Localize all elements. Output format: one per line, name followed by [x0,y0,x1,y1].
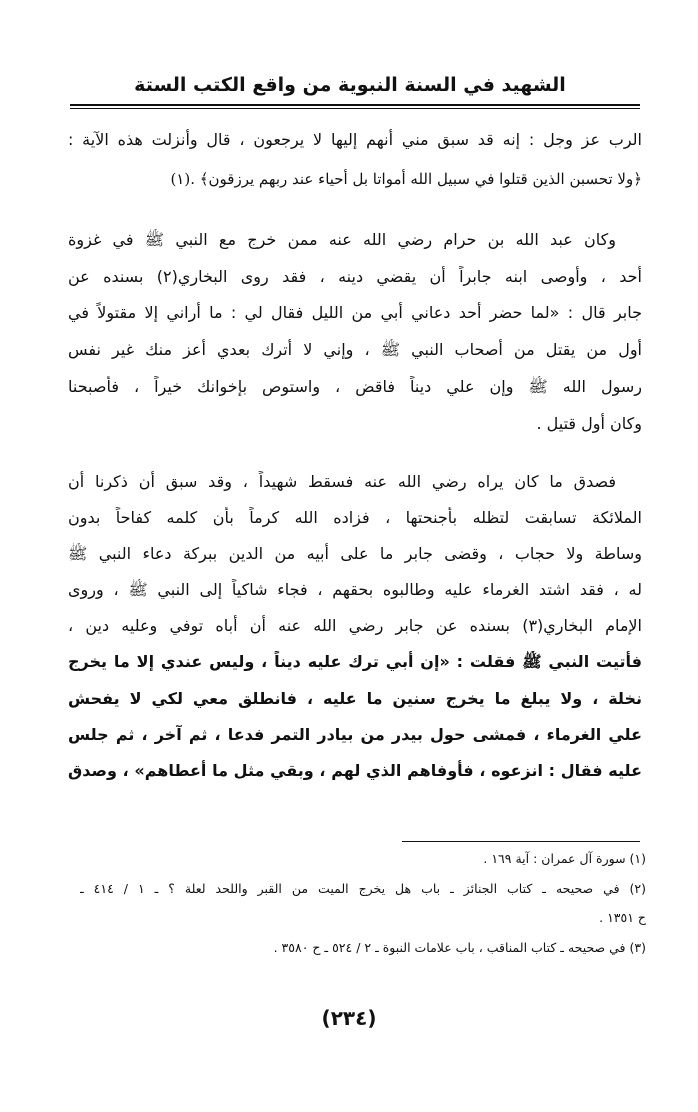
hadith-line: عليه فقال : انزعوه ، فأوفاهم الذي لهم ، وبقي مثل ما أعطاهم» ، وصدق [68,761,642,780]
page-number: (٢٣٤) [321,1006,377,1030]
hadith-line: فأتيت النبي ﷺ فقلت : «إن أبي ترك عليه ديناً ، وليس عندي إلا ما يخرج [68,652,642,671]
body-line: الملائكة تسابقت لتظله بأجنحتها ، فزاده الله كرماً بأن كلمه كفاحاً بدون [68,508,642,527]
body-line: له ، فقد اشتد الغرماء عليه وطالبوه بحقهم ، فجاء شاكياً إلى النبي ﷺ ، وروى [68,580,642,599]
body-line: وساطة ولا حجاب ، وقضى جابر ما على أبيه من الدين ببركة دعاء النبي ﷺ [68,544,642,563]
header-rule-thin [70,108,640,109]
footnote-1: (١) سورة آل عمران : آية ١٦٩ . [483,851,646,866]
body-line: الرب عز وجل : إنه قد سبق مني أنهم إليها لا يرجعون ، قال وأنزلت هذه الآية : [68,130,642,149]
footnote-separator [402,841,640,842]
body-line: رسول الله ﷺ وإن علي ديناً فاقض ، واستوص بإخوانك خيراً ، فأصبحنا [68,377,642,396]
body-line: وكان عبد الله بن حرام رضي الله عنه ممن خرج مع النبي ﷺ في غزوة [68,230,616,249]
running-header-title: الشهيد في السنة النبوية من واقع الكتب الستة [134,74,566,96]
header-rule [70,104,640,106]
body-line: أول من يقتل من أصحاب النبي ﷺ ، وإني لا أترك بعدي أعز منك غير نفس [68,340,642,359]
body-line: فصدق ما كان يراه رضي الله عنه فسقط شهيداً ، وقد سبق أن ذكرنا أن [68,472,616,491]
body-line: أحد ، وأوصى ابنه جابراً أن يقضي دينه ، فقد روى البخاري(٢) بسنده عن [68,267,642,286]
body-line: الإمام البخاري(٣) بسنده عن جابر رضي الله عنه أن أباه توفي وعليه دين ، [68,616,642,635]
quran-verse-line: ﴿ولا تحسبن الذين قتلوا في سبيل الله أمواتا بل أحياء عند ربهم يرزقون﴾ .(١) [170,170,642,188]
body-line: وكان أول قتيل . [536,414,642,433]
hadith-line: نخلة ، ولا يبلغ ما يخرج سنين ما عليه ، فانطلق معي لكي لا يفحش [68,689,642,708]
hadith-line: علي الغرماء ، فمشى حول بيدر من بيادر التمر فدعا ، ثم آخر ، ثم جلس [68,725,642,744]
footnote-3: (٣) في صحيحه ـ كتاب المناقب ، باب علامات النبوة ـ ٢ / ٥٢٤ ـ ح ٣٥٨٠ . [273,940,646,955]
footnote-2-continued: ح ١٣٥١ . [599,910,646,925]
body-line: جابر قال : «لما حضر أحد دعاني أبي من الليل فقال لي : ما أراني إلا مقتولاً في [68,303,642,322]
footnote-2: (٢) في صحيحه ـ كتاب الجنائز ـ باب هل يخرج الميت من القبر واللحد لعلة ؟ ـ ١ / ٤١٤ ـ [80,881,646,896]
